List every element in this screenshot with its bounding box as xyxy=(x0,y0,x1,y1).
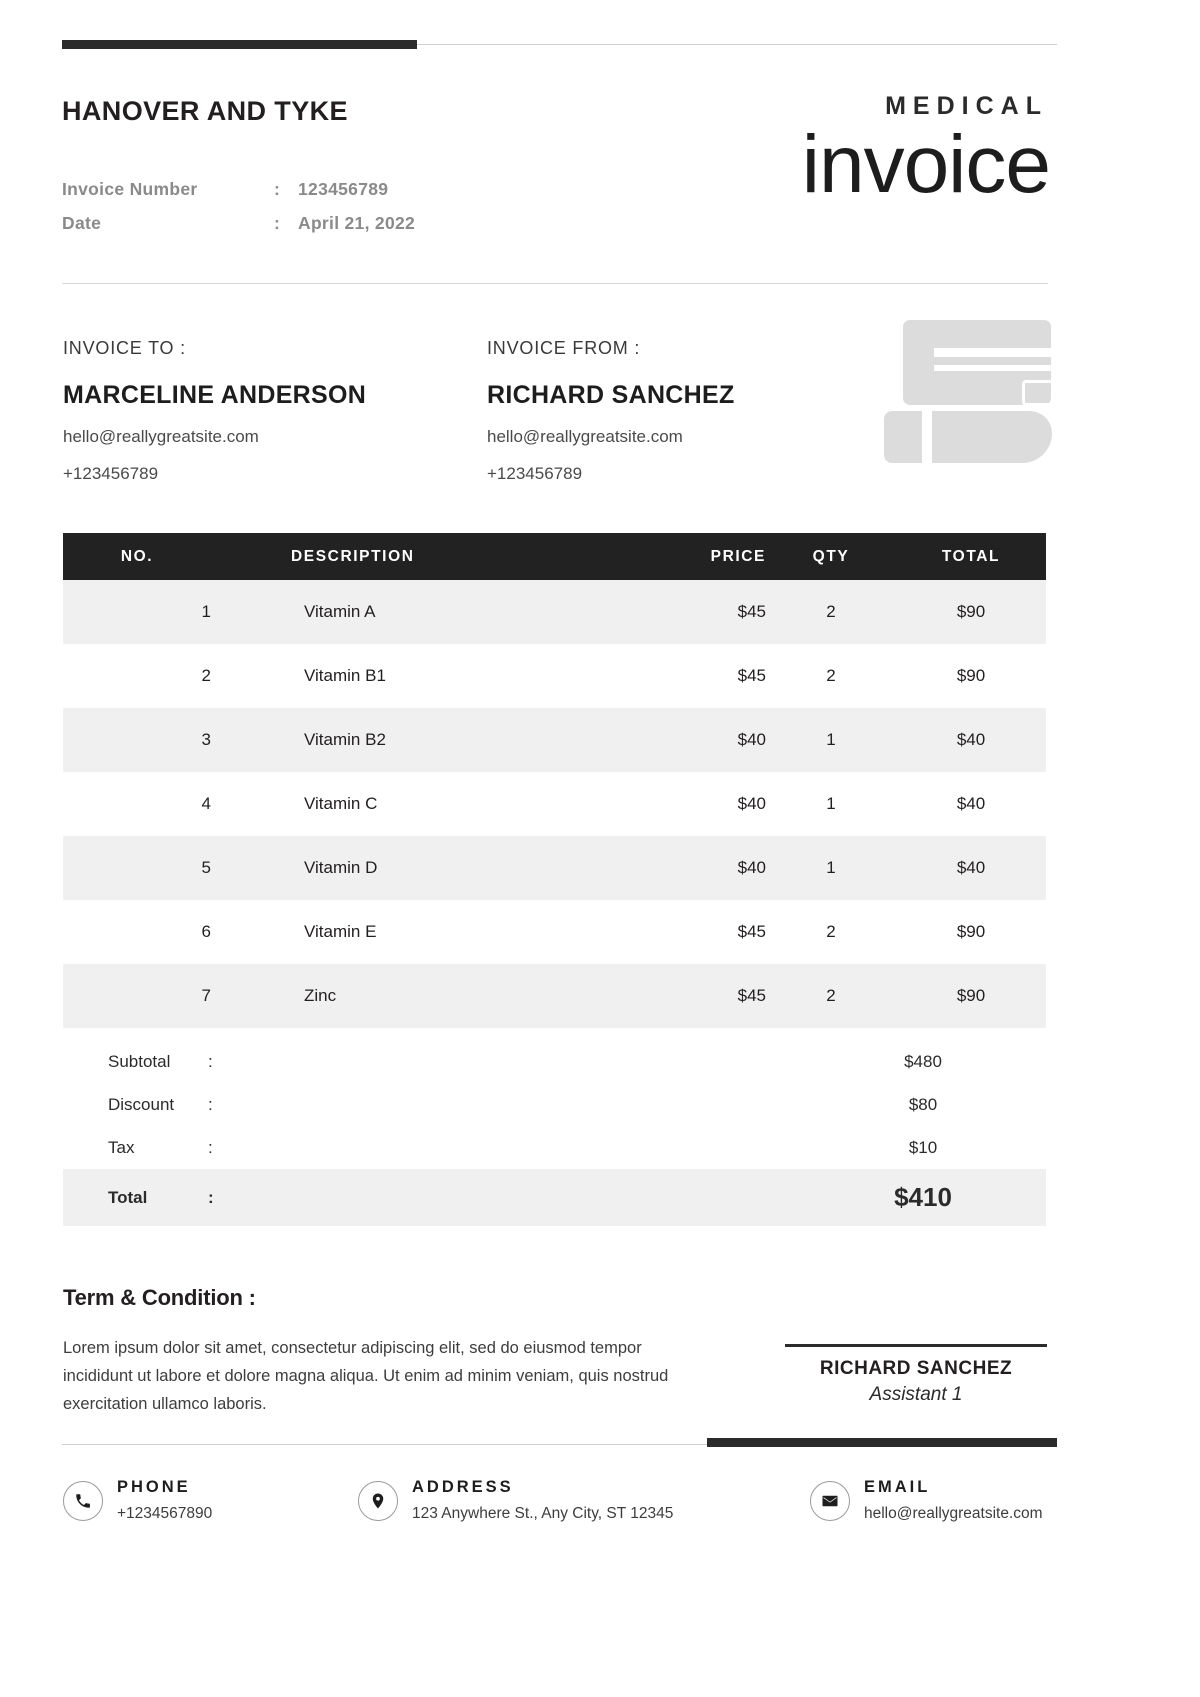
invoice-date-row xyxy=(62,206,415,240)
invoice-to-phone: +123456789 xyxy=(63,464,159,483)
hand-fingers xyxy=(924,411,1052,463)
card-stripe-bottom xyxy=(934,365,1066,371)
footer-email-title: EMAIL xyxy=(864,1478,931,1496)
cell-no: 6 xyxy=(201,922,211,941)
cell-description: Vitamin C xyxy=(304,794,378,813)
table-row xyxy=(63,836,1046,900)
invoice-to-block xyxy=(63,338,366,484)
terms-title: Term & Condition : xyxy=(63,1285,256,1310)
cell-qty: 2 xyxy=(826,602,836,621)
cell-price: $40 xyxy=(737,794,766,813)
company-name: HANOVER AND TYKE xyxy=(62,96,348,126)
footer-rule-light xyxy=(62,1444,707,1445)
summary-value-discount: $80 xyxy=(908,1094,938,1114)
footer-address-block xyxy=(358,1476,673,1525)
signature-rule xyxy=(785,1344,1047,1347)
cell-total: $90 xyxy=(956,986,986,1005)
hand-notch xyxy=(922,407,932,467)
footer-address-value: 123 Anywhere St., Any City, ST 12345 xyxy=(412,1504,674,1522)
invoice-date-colon: : xyxy=(274,213,281,233)
cell-total: $40 xyxy=(956,794,986,813)
cell-price: $45 xyxy=(737,986,766,1005)
cell-no: 1 xyxy=(201,602,211,621)
cell-description: Vitamin E xyxy=(304,922,377,941)
footer-phone-title: PHONE xyxy=(117,1478,191,1496)
footer-address-title: ADDRESS xyxy=(412,1478,514,1496)
summary-value-tax: $10 xyxy=(908,1137,938,1157)
cell-price: $45 xyxy=(737,922,766,941)
table-header-row xyxy=(63,533,1046,580)
card-stripe-top xyxy=(934,348,1066,357)
summary-value-total: $410 xyxy=(894,1182,952,1212)
table-row xyxy=(63,964,1046,1028)
table-row xyxy=(63,580,1046,644)
invoice-date-value: April 21, 2022 xyxy=(298,213,416,233)
summary-colon: : xyxy=(208,1187,214,1207)
invoice-number-value: 123456789 xyxy=(298,179,389,199)
cell-no: 4 xyxy=(201,794,211,813)
cell-qty: 2 xyxy=(826,922,836,941)
invoice-to-name: MARCELINE ANDERSON xyxy=(63,381,367,409)
summary-label-total: Total xyxy=(108,1187,148,1207)
cell-total: $90 xyxy=(956,922,986,941)
summary-colon: : xyxy=(208,1137,213,1157)
invoice-to-email: hello@reallygreatsite.com xyxy=(63,427,259,446)
summary-row-total xyxy=(63,1169,1046,1226)
location-pin-icon xyxy=(358,1481,398,1521)
cell-description: Vitamin B1 xyxy=(304,666,386,685)
cell-qty: 1 xyxy=(826,858,836,877)
cell-no: 7 xyxy=(201,986,211,1005)
cell-qty: 2 xyxy=(826,986,836,1005)
summary-value-subtotal: $480 xyxy=(904,1051,942,1071)
cell-price: $40 xyxy=(737,730,766,749)
invoice-date-label: Date xyxy=(62,213,102,233)
terms-body: Lorem ipsum dolor sit amet, consectetur adipiscing elit, sed do eiusmod tempor incididunt ut labore et dolore magna aliqua. Ut enim ad minim veniam, quis nostrud exercitation ullamco laboris. xyxy=(63,1339,669,1413)
credit-card-icon xyxy=(903,320,1051,405)
column-header-description: DESCRIPTION xyxy=(291,547,415,565)
cell-qty: 2 xyxy=(826,666,836,685)
cell-price: $45 xyxy=(737,602,766,621)
invoice-meta xyxy=(62,172,415,240)
cell-total: $90 xyxy=(956,666,986,685)
cell-description: Vitamin A xyxy=(304,602,376,621)
signature-role: Assistant 1 xyxy=(869,1384,963,1405)
cell-total: $90 xyxy=(956,602,986,621)
column-header-total: TOTAL xyxy=(941,547,1001,565)
summary-block xyxy=(63,1040,1046,1226)
footer-email-value: hello@reallygreatsite.com xyxy=(864,1504,1043,1522)
cell-no: 2 xyxy=(201,666,211,685)
table-row xyxy=(63,772,1046,836)
summary-row-tax xyxy=(63,1126,1046,1169)
footer-phone-value: +1234567890 xyxy=(117,1504,213,1522)
cell-no: 5 xyxy=(201,858,211,877)
invoice-from-caption: INVOICE FROM : xyxy=(487,338,641,358)
table-row xyxy=(63,644,1046,708)
cell-description: Vitamin D xyxy=(304,858,378,877)
summary-row-subtotal xyxy=(63,1040,1046,1083)
cell-description: Zinc xyxy=(304,986,337,1005)
invoice-number-row xyxy=(62,172,415,206)
summary-colon: : xyxy=(208,1051,213,1071)
table-row xyxy=(63,900,1046,964)
footer-rule-dark xyxy=(707,1438,1057,1447)
cell-total: $40 xyxy=(956,730,986,749)
invoice-to-caption: INVOICE TO : xyxy=(63,338,186,358)
summary-label-discount: Discount xyxy=(108,1094,175,1114)
invoice-from-name: RICHARD SANCHEZ xyxy=(487,381,735,409)
cell-price: $45 xyxy=(737,666,766,685)
cell-description: Vitamin B2 xyxy=(304,730,386,749)
cell-price: $40 xyxy=(737,858,766,877)
hand-icon xyxy=(884,411,1052,463)
cell-qty: 1 xyxy=(826,794,836,813)
invoice-from-phone: +123456789 xyxy=(487,464,583,483)
invoice-from-block xyxy=(487,338,735,484)
cell-no: 3 xyxy=(201,730,211,749)
header-divider xyxy=(62,283,1048,284)
invoice-number-colon: : xyxy=(274,179,281,199)
logo-medical-text: MEDICAL xyxy=(885,92,1048,120)
invoice-number-label: Invoice Number xyxy=(62,179,198,199)
column-header-price: PRICE xyxy=(710,547,766,565)
invoice-from-email: hello@reallygreatsite.com xyxy=(487,427,683,446)
credit-card-hand-illustration xyxy=(880,315,1055,480)
table-row xyxy=(63,708,1046,772)
logo-invoice-text: invoice xyxy=(801,119,1050,210)
footer-address-text xyxy=(412,1476,673,1525)
column-header-no: NO. xyxy=(120,547,154,565)
card-chip-icon xyxy=(1022,380,1066,406)
summary-label-subtotal: Subtotal xyxy=(108,1051,171,1071)
phone-icon xyxy=(63,1481,103,1521)
top-rule-dark xyxy=(62,40,417,49)
line-items-table xyxy=(63,533,1046,1028)
footer-email-text xyxy=(864,1476,1043,1525)
top-rule-light xyxy=(417,44,1057,45)
summary-row-discount xyxy=(63,1083,1046,1126)
summary-label-tax: Tax xyxy=(108,1137,135,1157)
envelope-icon xyxy=(810,1481,850,1521)
footer-phone-block xyxy=(63,1476,212,1525)
column-header-qty: QTY xyxy=(812,547,850,565)
signature-name: RICHARD SANCHEZ xyxy=(819,1358,1013,1379)
footer-phone-text xyxy=(117,1476,212,1525)
summary-colon: : xyxy=(208,1094,213,1114)
cell-total: $40 xyxy=(956,858,986,877)
cell-qty: 1 xyxy=(826,730,836,749)
footer-email-block xyxy=(810,1476,1043,1525)
